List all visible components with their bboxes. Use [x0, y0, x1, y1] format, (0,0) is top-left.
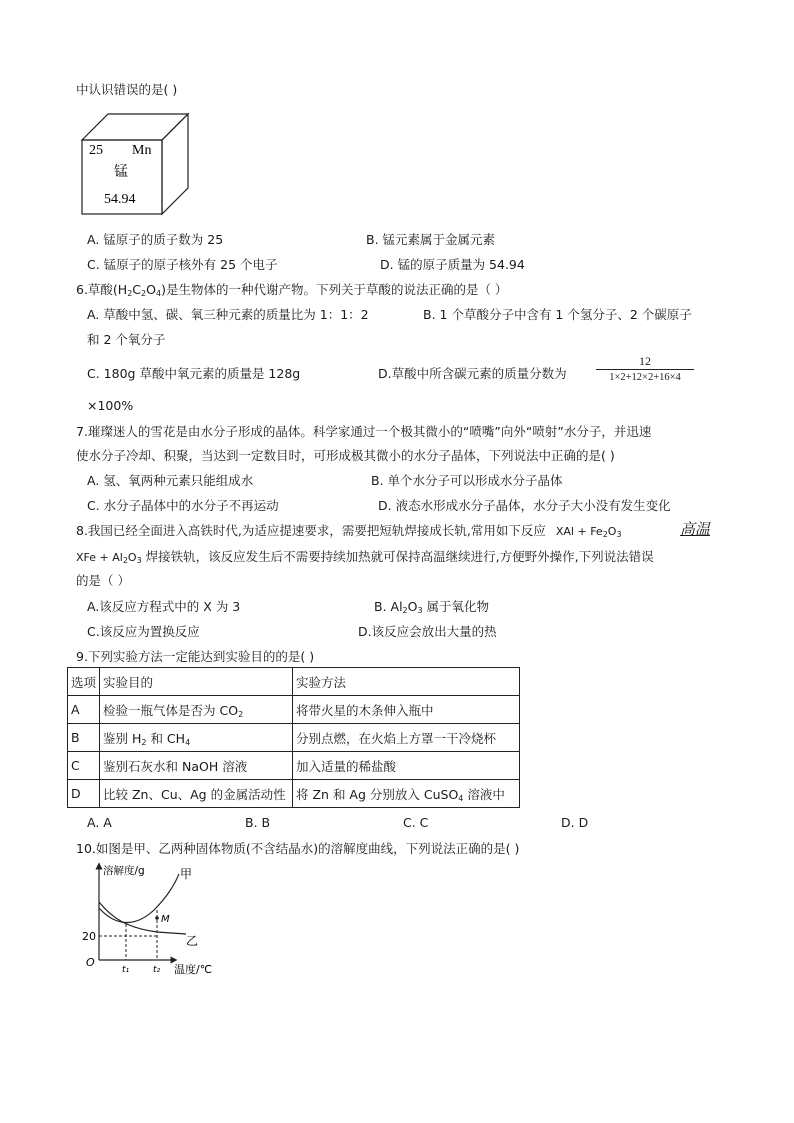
row-goal: 检验一瓶气体是否为 $CO_2$	[100, 696, 293, 724]
q7-option-a: A. 氢、氧两种元素只能组成水	[87, 473, 254, 488]
q6-fraction-tail: ×100%	[87, 398, 134, 413]
q6-stem: 6.草酸$(H_2C_2O_4)$是生物体的一种代谢产物。下列关于草酸的说法正确的是（ ）	[76, 282, 508, 298]
element-number: 25	[89, 143, 103, 158]
element-mass: 54.94	[104, 192, 136, 207]
table-row	[68, 696, 520, 724]
row-option: A	[68, 696, 100, 724]
element-symbol: Mn	[132, 143, 152, 158]
q9-stem: 9.下列实验方法一定能达到实验目的的是( )	[76, 649, 315, 664]
q6-option-b-cont: 和 2 个氧分子	[87, 332, 166, 347]
q5-stem: 中认识错误的是( )	[76, 82, 178, 97]
x-tick-t2: t₂	[153, 965, 161, 975]
x-axis-label: 温度/℃	[174, 963, 213, 976]
q9-option-a: A. A	[87, 815, 112, 830]
table-header-row	[68, 668, 520, 696]
q7-option-d: D. 液态水形成水分子晶体，水分子大小没有发生变化	[378, 498, 671, 513]
q8-option-b: B. $Al_2O_3$ 属于氧化物	[374, 599, 490, 615]
q5-option-a: A. 锰原子的质子数为 25	[87, 232, 224, 247]
q6-option-b: B. 1 个草酸分子中含有 1 个氢分子、2 个碳原子	[423, 307, 692, 322]
y-axis-label: 溶解度/g	[103, 865, 145, 877]
fraction-bar	[596, 369, 694, 370]
q5-option-d: D. 锰的原子质量为 54.94	[380, 257, 525, 272]
row-method: 分别点燃，在火焰上方罩一干冷烧杯	[293, 724, 520, 752]
row-option: D	[68, 780, 100, 808]
table-row	[68, 780, 520, 808]
row-method: 将 Zn 和 Ag 分别放入 CuSO$_4$ 溶液中	[293, 780, 520, 808]
header-method: 实验方法	[293, 668, 520, 696]
q7-stem-line2: 使水分子冷却、积聚，当达到一定数目时，可形成极其微小的水分子晶体，下列说法中正确的是( )	[76, 448, 615, 463]
row-method: 加入适量的稀盐酸	[293, 752, 520, 780]
q6-fraction	[596, 354, 694, 385]
curve-jia-label: 甲	[180, 867, 193, 881]
origin-label: O	[86, 956, 95, 969]
q5-option-c: C. 锰原子的原子核外有 25 个电子	[87, 257, 278, 272]
q5-option-b: B. 锰元素属于金属元素	[366, 232, 496, 247]
q8-option-d: D.该反应会放出大量的热	[358, 624, 497, 639]
equation-reactants: XAl + $Fe_2O_3$	[555, 525, 622, 539]
q8-option-c: C.该反应为置换反应	[87, 624, 200, 639]
row-option: C	[68, 752, 100, 780]
row-goal: 鉴别石灰水和 NaOH 溶液	[100, 752, 293, 780]
solubility-chart	[82, 860, 232, 980]
element-card-mn	[80, 110, 190, 216]
q8-stem-line1: 8.我国已经全面进入高铁时代,为适应提速要求，需要把短轨焊接成长轨,常用如下反应 XAl + $Fe_2O_3$	[76, 523, 622, 539]
q7-stem-line1: 7.璀璨迷人的雪花是由水分子形成的晶体。科学家通过一个极其微小的“喷嘴”向外“喷射”水分子，并迅速	[76, 424, 652, 439]
table-row	[68, 752, 520, 780]
q7-option-c: C. 水分子晶体中的水分子不再运动	[87, 498, 279, 513]
row-option: B	[68, 724, 100, 752]
q9-option-b: B. B	[245, 815, 271, 830]
q10-stem: 10.如图是甲、乙两种固体物质(不含结晶水)的溶解度曲线，下列说法正确的是( )	[76, 841, 520, 856]
element-name: 锰	[114, 164, 128, 180]
y-tick-20: 20	[82, 930, 96, 943]
q7-option-b: B. 单个水分子可以形成水分子晶体	[371, 473, 563, 488]
q9-option-c: C. C	[403, 815, 429, 830]
q6-option-a: A. 草酸中氢、碳、氧三种元素的质量比为 1：1：2	[87, 307, 369, 322]
header-option: 选项	[68, 668, 100, 696]
fraction-denominator: 1×2+12×2+16×4	[609, 372, 681, 383]
point-m-label: M	[161, 914, 170, 925]
q8-option-a: A.该反应方程式中的 X 为 3	[87, 599, 241, 614]
q8-stem-line2: XFe + $Al_2O_3$ 焊接铁轨，该反应发生后不需要持续加热就可保持高温继续进行,方便野外操作,下列说法错误	[76, 549, 654, 565]
table-row	[68, 724, 520, 752]
reaction-condition: 高温	[680, 520, 711, 538]
row-goal: 鉴别 $H_2$ 和 $CH_4$	[100, 724, 293, 752]
equation-products: XFe + $Al_2O_3$	[76, 551, 142, 565]
curve-yi-label: 乙	[186, 934, 199, 948]
point-m	[155, 916, 159, 920]
x-tick-t1: t₁	[122, 965, 130, 975]
q9-option-d: D. D	[561, 815, 589, 830]
header-goal: 实验目的	[100, 668, 293, 696]
q6-option-d: D.草酸中所含碳元素的质量分数为	[378, 366, 567, 381]
fraction-numerator: 12	[639, 354, 651, 368]
row-goal: 比较 Zn、Cu、Ag 的金属活动性	[100, 780, 293, 808]
q8-stem-line3: 的是（ ）	[76, 573, 130, 588]
experiment-table	[67, 667, 520, 808]
row-method: 将带火星的木条伸入瓶中	[293, 696, 520, 724]
q6-option-c: C. 180g 草酸中氧元素的质量是 128g	[87, 366, 301, 381]
